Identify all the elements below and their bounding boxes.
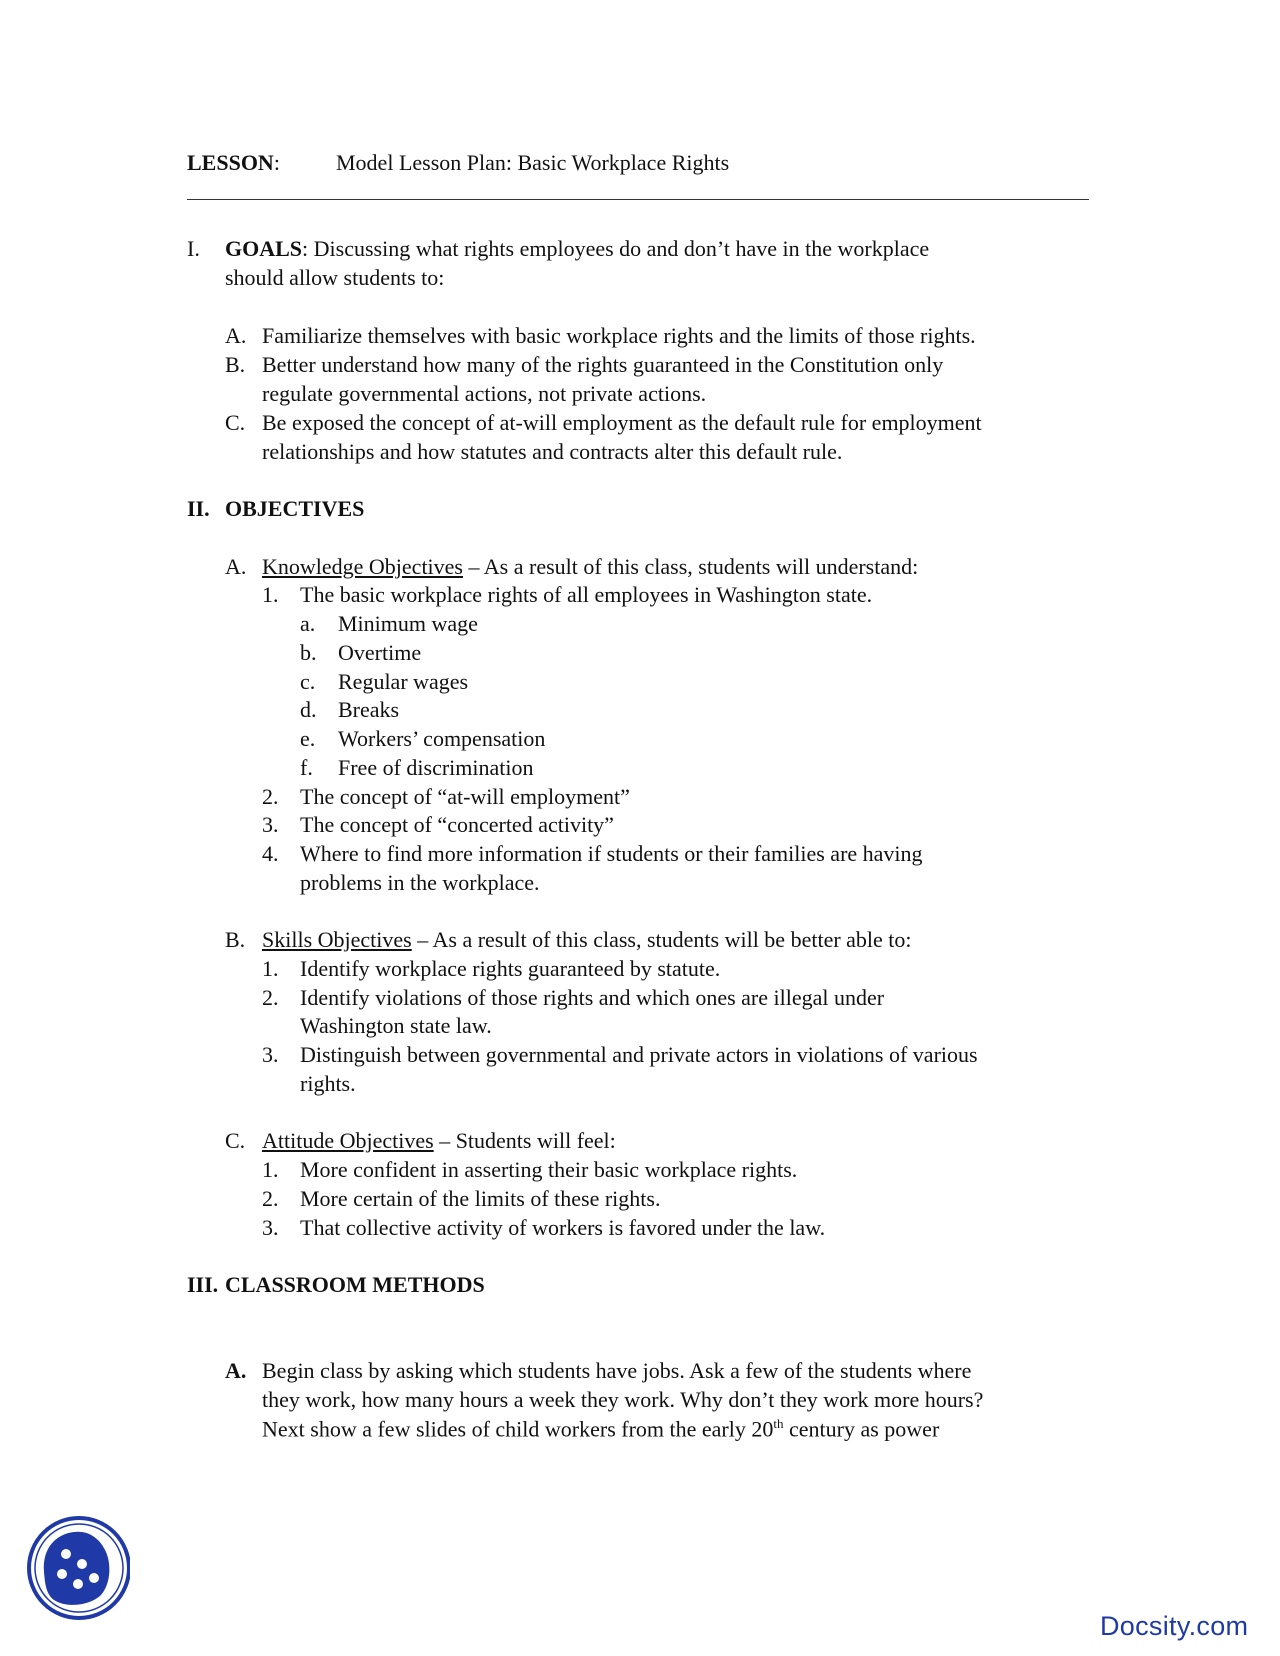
- knowledge-item2-marker: 2.: [262, 784, 279, 809]
- knowledge-heading: [262, 554, 918, 580]
- lesson-colon: :: [273, 150, 280, 175]
- knowledge-item4-line2: problems in the workplace.: [300, 870, 540, 895]
- skills-title: Skills Objectives: [262, 927, 412, 952]
- attitude-rest: – Students will feel:: [433, 1128, 616, 1153]
- sub-f-text: Free of discrimination: [338, 755, 534, 780]
- skills-item3-marker: 3.: [262, 1042, 279, 1067]
- skills-heading: [262, 927, 912, 953]
- docsity-brand-link[interactable]: Docsity.com: [1100, 1611, 1249, 1641]
- knowledge-rest: – As a result of this class, students will understand:: [463, 554, 919, 579]
- lesson-title: Model Lesson Plan: Basic Workplace Rights: [336, 150, 730, 175]
- knowledge-marker: A.: [225, 554, 247, 579]
- skills-item3-line2: rights.: [300, 1071, 356, 1096]
- goal-c-line2: relationships and how statutes and contracts alter this default rule.: [262, 439, 843, 464]
- skills-item2-marker: 2.: [262, 985, 279, 1010]
- attitude-item3-marker: 3.: [262, 1215, 279, 1240]
- skills-item1-text: Identify workplace rights guaranteed by statute.: [300, 956, 721, 981]
- lesson-header: [187, 150, 280, 176]
- goals-intro: [225, 236, 929, 262]
- method-a-line3: [262, 1416, 939, 1442]
- objectives-heading: OBJECTIVES: [225, 496, 365, 521]
- knowledge-item1-text: The basic workplace rights of all employees in Washington state.: [300, 582, 873, 607]
- skills-rest: – As a result of this class, students will be better able to:: [411, 927, 912, 952]
- skills-item2-line1: Identify violations of those rights and which ones are illegal under: [300, 985, 885, 1010]
- goals-heading: GOALS: [225, 236, 303, 261]
- knowledge-item1-marker: 1.: [262, 582, 279, 607]
- knowledge-item3-text: The concept of “concerted activity”: [300, 812, 614, 837]
- sub-b-marker: b.: [300, 640, 317, 665]
- skills-marker: B.: [225, 927, 246, 952]
- goal-b-line2: regulate governmental actions, not private actions.: [262, 381, 707, 406]
- method-a-marker: A.: [225, 1358, 247, 1383]
- skills-item3-line1: Distinguish between governmental and private actors in violations of various: [300, 1042, 978, 1067]
- skills-item1-marker: 1.: [262, 956, 279, 981]
- knowledge-item3-marker: 3.: [262, 812, 279, 837]
- goals-numeral: I.: [187, 236, 200, 261]
- knowledge-item2-text: The concept of “at-will employment”: [300, 784, 630, 809]
- method-a-line2: they work, how many hours a week they work. Why don’t they work more hours?: [262, 1387, 984, 1412]
- goal-marker-b: B.: [225, 352, 246, 377]
- attitude-item2-text: More certain of the limits of these rights.: [300, 1186, 661, 1211]
- knowledge-item4-marker: 4.: [262, 841, 279, 866]
- sub-c-marker: c.: [300, 669, 316, 694]
- sub-e-marker: e.: [300, 726, 316, 751]
- objectives-numeral: II.: [187, 496, 210, 521]
- attitude-heading: [262, 1128, 616, 1154]
- method-a-line3-post: century as power: [783, 1416, 940, 1442]
- attitude-marker: C.: [225, 1128, 246, 1153]
- sub-f-marker: f.: [300, 755, 313, 780]
- goal-c-line1: Be exposed the concept of at-will employment as the default rule for employment: [262, 410, 982, 435]
- attitude-item1-marker: 1.: [262, 1157, 279, 1182]
- goals-intro-line2: should allow students to:: [225, 265, 445, 290]
- sub-c-text: Regular wages: [338, 669, 469, 694]
- attitude-item1-text: More confident in asserting their basic workplace rights.: [300, 1157, 798, 1182]
- method-a-line3-pre: Next show a few slides of child workers from the early 20: [262, 1416, 774, 1442]
- methods-numeral: III.: [187, 1272, 219, 1297]
- attitude-title: Attitude Objectives: [262, 1128, 434, 1153]
- methods-heading: CLASSROOM METHODS: [225, 1272, 485, 1297]
- goal-marker-c: C.: [225, 410, 246, 435]
- docsity-logo-icon: [22, 1508, 130, 1628]
- goal-a-line1: Familiarize themselves with basic workplace rights and the limits of those rights.: [262, 323, 976, 348]
- method-a-line1: Begin class by asking which students have jobs. Ask a few of the students where: [262, 1358, 972, 1383]
- attitude-item3-text: That collective activity of workers is favored under the law.: [300, 1215, 826, 1240]
- sub-e-text: Workers’ compensation: [338, 726, 546, 751]
- sub-b-text: Overtime: [338, 640, 422, 665]
- skills-item2-line2: Washington state law.: [300, 1013, 492, 1038]
- lesson-label: LESSON: [187, 150, 274, 175]
- goal-marker-a: A.: [225, 323, 247, 348]
- method-a-line3-sup: th: [773, 1416, 784, 1431]
- goal-b-line1: Better understand how many of the rights guaranteed in the Constitution only: [262, 352, 944, 377]
- sub-d-text: Breaks: [338, 697, 400, 722]
- attitude-item2-marker: 2.: [262, 1186, 279, 1211]
- sub-a-text: Minimum wage: [338, 611, 478, 636]
- sub-d-marker: d.: [300, 697, 317, 722]
- goals-intro-line1: : Discussing what rights employees do and don’t have in the workplace: [302, 236, 930, 261]
- sub-a-marker: a.: [300, 611, 316, 636]
- knowledge-item4-line1: Where to find more information if students or their families are having: [300, 841, 923, 866]
- header-divider: [187, 199, 1089, 200]
- knowledge-title: Knowledge Objectives: [262, 554, 463, 579]
